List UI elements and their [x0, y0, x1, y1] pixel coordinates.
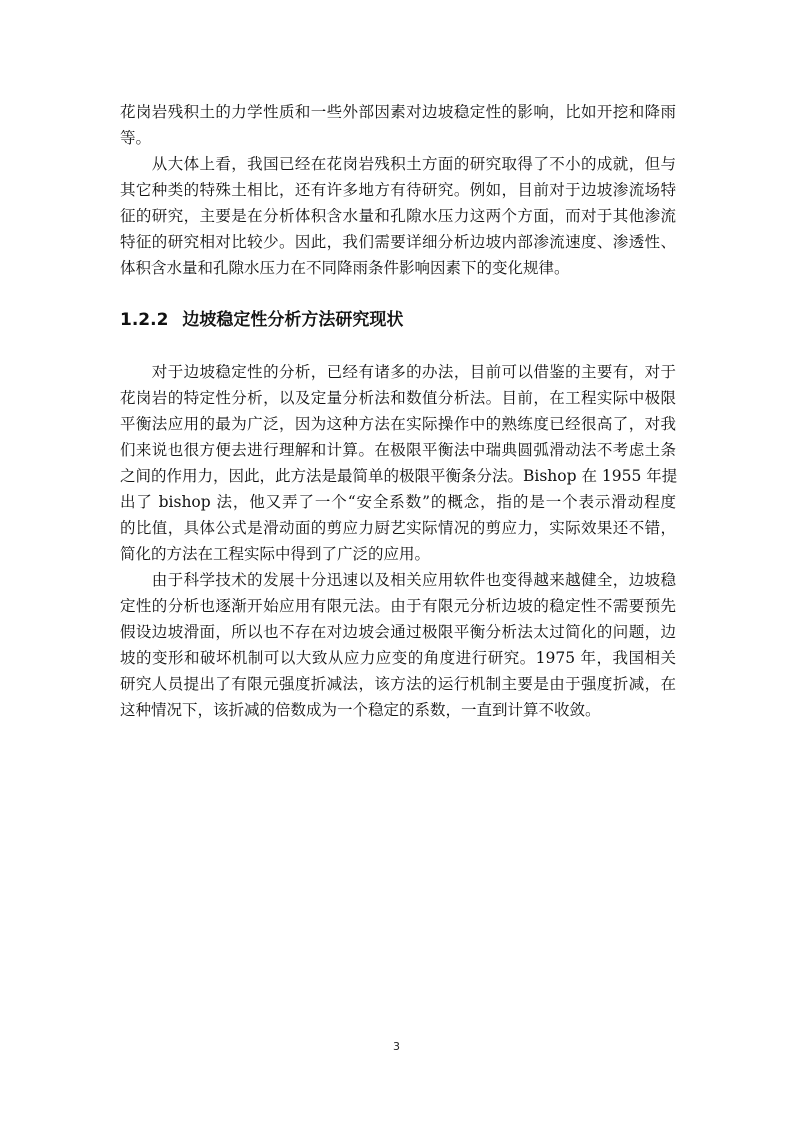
- paragraph-3-line-4: 们来说也很方便去进行理解和计算。在极限平衡法中瑞典圆弧滑动法不考虑土条: [120, 441, 676, 459]
- paragraph-4-line-1: 由于科学技术的发展十分迅速以及相关应用软件也变得越来越健全，边坡稳: [120, 571, 676, 589]
- paragraph-4-line-5: 研究人员提出了有限元强度折减法，该方法的运行机制主要是由于强度折减，在: [120, 675, 676, 693]
- paragraph-3-line-7: 的比值，具体公式是滑动面的剪应力厨艺实际情况的剪应力，实际效果还不错，: [120, 519, 676, 537]
- paragraph-2-line-1: 从大体上看，我国已经在花岗岩残积土方面的研究取得了不小的成就，但与: [120, 155, 676, 173]
- paragraph-2-line-2: 其它种类的特殊土相比，还有许多地方有待研究。例如，目前对于边坡渗流场特: [120, 181, 676, 199]
- paragraph-4-line-6: 这种情况下，该折减的倍数成为一个稳定的系数，一直到计算不收敛。: [120, 701, 601, 719]
- paragraph-1-line-1: 花岗岩残积土的力学性质和一些外部因素对边坡稳定性的影响，比如开挖和降雨: [120, 103, 676, 121]
- page-number: 3: [393, 1040, 400, 1053]
- section-heading: [120, 307, 403, 333]
- paragraph-3-line-1: 对于边坡稳定性的分析，已经有诸多的办法，目前可以借鉴的主要有，对于: [120, 363, 676, 381]
- section-number: 1.2.2: [120, 310, 169, 330]
- paragraph-3-line-8: 简化的方法在工程实际中得到了广泛的应用。: [120, 545, 431, 563]
- paragraph-2-line-3: 征的研究，主要是在分析体积含水量和孔隙水压力这两个方面，而对于其他渗流: [120, 207, 676, 225]
- paragraph-4-line-3: 假设边坡滑面，所以也不存在对边坡会通过极限平衡分析法太过简化的问题，边: [120, 623, 676, 641]
- paragraph-4-line-2: 定性的分析也逐渐开始应用有限元法。由于有限元分析边坡的稳定性不需要预先: [120, 597, 676, 615]
- paragraph-3-line-5: 之间的作用力，因此，此方法是最简单的极限平衡条分法。Bishop 在 1955 年提: [120, 467, 678, 485]
- paragraph-4-line-4: 坡的变形和破坏机制可以大致从应力应变的角度进行研究。1975 年，我国相关: [120, 649, 676, 667]
- paragraph-1-line-2: 等。: [120, 129, 152, 147]
- paragraph-3-line-6: 出了 bishop 法，他又弄了一个“安全系数”的概念，指的是一个表示滑动程度: [120, 493, 676, 511]
- paragraph-3-line-3: 平衡法应用的最为广泛，因为这种方法在实际操作中的熟练度已经很高了，对我: [120, 415, 676, 433]
- paragraph-3-line-2: 花岗岩的特定性分析，以及定量分析法和数值分析法。目前，在工程实际中极限: [120, 389, 676, 407]
- paragraph-2-line-5: 体积含水量和孔隙水压力在不同降雨条件影响因素下的变化规律。: [120, 259, 570, 277]
- paragraph-2-line-4: 特征的研究相对比较少。因此，我们需要详细分析边坡内部渗流速度、渗透性、: [120, 233, 676, 251]
- section-title: 边坡稳定性分析方法研究现状: [182, 310, 404, 330]
